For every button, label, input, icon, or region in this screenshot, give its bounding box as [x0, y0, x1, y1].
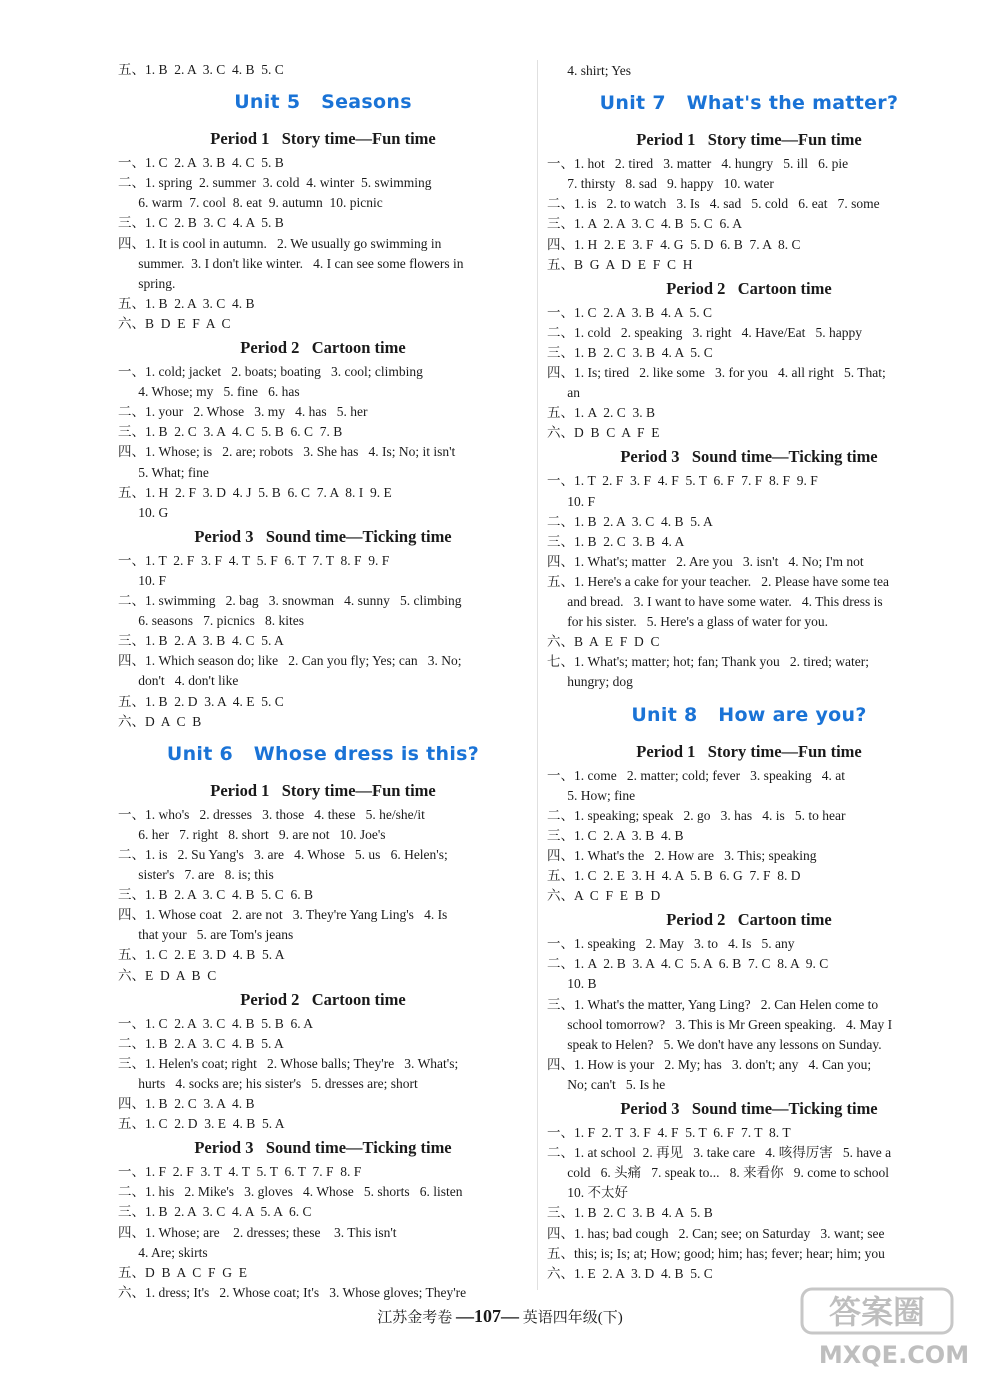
- svg-text:答案圈: 答案圈: [828, 1293, 926, 1331]
- unit-heading: Unit 7 What's the matter?: [599, 92, 899, 115]
- answer-line: an: [547, 385, 580, 401]
- answer-line: 二、1. spring 2. summer 3. cold 4. winter 5. swimming: [118, 175, 432, 191]
- answer-line: don't 4. don't like: [118, 673, 239, 689]
- answer-line: 六、D B C A F E: [547, 425, 660, 441]
- answer-line: 一、1. C 2. A 3. C 4. B 5. B 6. A: [118, 1015, 314, 1031]
- answer-line: 一、1. C 2. A 3. B 4. C 5. B: [118, 155, 284, 171]
- answer-line: 10. G: [118, 504, 169, 520]
- answer-line: 四、1. It is cool in autumn. 2. We usually go swimming in: [118, 235, 442, 251]
- answer-line: 二、1. B 2. A 3. C 4. B 5. A: [118, 1035, 284, 1051]
- answer-line: and bread. 3. I want to have some water. 4. This dress is: [547, 594, 883, 609]
- answer-line: 四、1. What's the 2. How are 3. This; speaking: [547, 847, 817, 863]
- unit-heading: Unit 5 Seasons: [234, 91, 412, 114]
- answer-line: 6. her 7. right 8. short 9. are not 10. Joe's: [118, 826, 386, 842]
- answer-line: 10. F: [547, 493, 596, 509]
- period-heading: Period 3 Sound time—Ticking time: [194, 1138, 452, 1158]
- answer-line: 10. F: [118, 572, 167, 588]
- answer-line: 三、1. B 2. C 3. B 4. A: [547, 533, 685, 549]
- footer-page-number: —107—: [456, 1306, 519, 1326]
- answer-line: hurts 4. socks are; his sister's 5. dresses are; short: [118, 1075, 418, 1091]
- answer-line: 10. B: [547, 976, 597, 992]
- answer-line: 4. shirt; Yes: [547, 63, 632, 78]
- answer-line: summer. 3. I don't like winter. 4. I can see some flowers in: [118, 255, 464, 271]
- answer-line: 一、1. hot 2. tired 3. matter 4. hungry 5. ill 6. pie: [547, 156, 849, 172]
- answer-line: 三、1. B 2. C 3. B 4. A 5. B: [547, 1205, 713, 1221]
- answer-line: 四、1. Whose coat 2. are not 3. They're Yang Ling's 4. Is: [118, 907, 448, 923]
- period-heading: Period 2 Cartoon time: [240, 338, 406, 357]
- answer-line: 4. Are; skirts: [118, 1244, 208, 1260]
- answer-line: 10. 不太好: [547, 1185, 628, 1201]
- answer-line: 二、1. speaking; speak 2. go 3. has 4. is 5. to hear: [547, 807, 846, 823]
- answer-line: cold 6. 头痛 7. speak to... 8. 来看你 9. come to school: [547, 1165, 889, 1181]
- footer-book-title: 江苏金考卷: [377, 1310, 453, 1326]
- answer-line: 一、1. cold; jacket 2. boats; boating 3. cool; climbing: [118, 364, 423, 379]
- answer-line: 三、1. C 2. A 3. B 4. B: [547, 827, 684, 843]
- answer-line: 五、1. A 2. C 3. B: [547, 405, 656, 421]
- answer-line: 四、1. Is; tired 2. like some 3. for you 4. all right 5. That;: [547, 365, 886, 380]
- answer-line: 五、1. Here's a cake for your teacher. 2. Please have some tea: [547, 573, 890, 589]
- answer-line: 6. seasons 7. picnics 8. kites: [118, 613, 304, 629]
- answer-line: 一、1. come 2. matter; cold; fever 3. speaking 4. at: [547, 767, 846, 783]
- answer-line: school tomorrow? 3. This is Mr Green speaking. 4. May I: [547, 1016, 893, 1032]
- period-heading: Period 3 Sound time—Ticking time: [194, 526, 452, 546]
- answer-line: 七、1. What's; matter; hot; fan; Thank you 2. tired; water;: [547, 654, 869, 670]
- answer-line: 一、1. who's 2. dresses 3. those 4. these 5. he/she/it: [118, 806, 425, 822]
- answer-line: 三、1. B 2. C 3. A 4. C 5. B 6. C 7. B: [118, 424, 343, 440]
- answer-line: 三、1. B 2. C 3. B 4. A 5. C: [547, 344, 713, 360]
- answer-line: 六、1. E 2. A 3. D 4. B 5. C: [547, 1265, 713, 1281]
- answer-line: 三、1. What's the matter, Yang Ling? 2. Can Helen come to: [547, 996, 879, 1012]
- answer-line: 一、1. T 2. F 3. F 4. F 5. T 6. F 7. F 8. F 9. F: [547, 473, 818, 489]
- answer-line: spring.: [118, 275, 176, 291]
- answer-line: 二、1. A 2. B 3. A 4. C 5. A 6. B 7. C 8. A 9. C: [547, 956, 829, 972]
- answer-line: for his sister. 5. Here's a glass of water for you.: [547, 614, 828, 630]
- answer-line: 四、1. Which season do; like 2. Can you fly; Yes; can 3. No;: [118, 653, 462, 669]
- answer-line: 六、B A E F D C: [547, 634, 660, 650]
- period-heading: Period 1 Story time—Fun time: [210, 129, 436, 149]
- answer-line: 三、1. B 2. A 3. C 4. A 5. A 6. C: [118, 1204, 312, 1220]
- answer-line: 五、D B A C F G E: [118, 1264, 248, 1280]
- answer-line: 五、1. B 2. A 3. C 4. B 5. C: [118, 62, 284, 77]
- answer-line: 二、1. swimming 2. bag 3. snowman 4. sunny 5. climbing: [118, 593, 462, 608]
- period-heading: Period 1 Story time—Fun time: [636, 130, 862, 150]
- answer-line: 一、1. C 2. A 3. B 4. A 5. C: [547, 304, 713, 320]
- answer-line: 五、1. B 2. D 3. A 4. E 5. C: [118, 693, 284, 709]
- answer-line: 五、1. B 2. A 3. C 4. B: [118, 295, 255, 311]
- answer-line: 三、1. Helen's coat; right 2. Whose balls; They're 3. What's;: [118, 1055, 459, 1071]
- answer-line: 三、1. A 2. A 3. C 4. B 5. C 6. A: [547, 216, 743, 232]
- answer-line: 一、1. speaking 2. May 3. to 4. Is 5. any: [547, 936, 795, 952]
- answer-line: 二、1. your 2. Whose 3. my 4. has 5. her: [118, 404, 368, 420]
- watermark-logo: [798, 1283, 990, 1373]
- answer-line: 二、1. is 2. Su Yang's 3. are 4. Whose 5. us 6. Helen's;: [118, 846, 448, 862]
- answer-line: 四、1. Whose; is 2. are; robots 3. She has 4. Is; No; it isn't: [118, 444, 456, 460]
- period-heading: Period 3 Sound time—Ticking time: [620, 1099, 878, 1118]
- period-heading: Period 1 Story time—Fun time: [636, 741, 862, 761]
- answer-line: 三、1. C 2. B 3. C 4. A 5. B: [118, 215, 284, 231]
- answer-line: 四、1. has; bad cough 2. Can; see; on Saturday 3. want; see: [547, 1225, 885, 1241]
- answer-line: 5. How; fine: [547, 787, 636, 803]
- answer-line: 6. warm 7. cool 8. eat 9. autumn 10. picnic: [118, 195, 383, 211]
- answer-line: 5. What; fine: [118, 464, 209, 480]
- answer-line: 四、1. B 2. C 3. A 4. B: [118, 1096, 255, 1111]
- answer-line: that your 5. are Tom's jeans: [118, 927, 294, 943]
- answer-line: 二、1. cold 2. speaking 3. right 4. Have/Eat 5. happy: [547, 324, 862, 340]
- answer-line: 四、1. H 2. E 3. F 4. G 5. D 6. B 7. A 8. C: [547, 236, 801, 252]
- answer-line: 四、1. What's; matter 2. Are you 3. isn't 4. No; I'm not: [547, 553, 864, 569]
- svg-text:MXQE.COM: MXQE.COM: [818, 1341, 970, 1369]
- period-heading: Period 2 Cartoon time: [666, 910, 832, 930]
- answer-line: 三、1. B 2. A 3. C 4. B 5. C 6. B: [118, 887, 314, 903]
- unit-heading: Unit 8 How are you?: [631, 703, 867, 726]
- answer-line: 4. Whose; my 5. fine 6. has: [118, 384, 300, 400]
- answer-line: 四、1. How is your 2. My; has 3. don't; any 4. Can you;: [547, 1056, 872, 1072]
- answer-line: 五、B G A D E F C H: [547, 256, 693, 272]
- answer-line: 六、1. dress; It's 2. Whose coat; It's 3. Whose gloves; They're: [118, 1284, 467, 1300]
- answer-line: 二、1. B 2. A 3. C 4. B 5. A: [547, 513, 713, 529]
- period-heading: Period 2 Cartoon time: [240, 989, 406, 1009]
- answer-line: 四、1. Whose; are 2. dresses; these 3. This isn't: [118, 1224, 397, 1240]
- answer-line: 五、this; is; Is; at; How; good; him; has; fever; hear; him; you: [547, 1245, 885, 1261]
- answer-line: 五、1. C 2. E 3. D 4. B 5. A: [118, 947, 285, 963]
- answer-line: No; can't 5. Is he: [547, 1076, 666, 1092]
- period-heading: Period 2 Cartoon time: [666, 278, 832, 298]
- period-heading: Period 3 Sound time—Ticking time: [620, 447, 878, 467]
- footer-subject: 英语四年级(下): [522, 1310, 623, 1326]
- answer-line: 六、B D E F A C: [118, 315, 231, 331]
- answer-line: 六、E D A B C: [118, 967, 217, 983]
- answer-line: 五、1. C 2. E 3. H 4. A 5. B 6. G 7. F 8. D: [547, 868, 801, 883]
- answer-line: 二、1. at school 2. 再见 3. take care 4. 咳得厉害 5. have a: [547, 1145, 892, 1161]
- period-heading: Period 1 Story time—Fun time: [210, 780, 436, 800]
- unit-heading: Unit 6 Whose dress is this?: [166, 742, 480, 765]
- answer-line: 五、1. H 2. F 3. D 4. J 5. B 6. C 7. A 8. I 9. E: [118, 484, 392, 500]
- answer-line: speak to Helen? 5. We don't have any lessons on Sunday.: [547, 1036, 882, 1052]
- answer-line: hungry; dog: [547, 674, 633, 690]
- answer-line: 一、1. F 2. F 3. T 4. T 5. T 6. T 7. F 8. F: [118, 1164, 362, 1180]
- answer-line: 二、1. his 2. Mike's 3. gloves 4. Whose 5. shorts 6. listen: [118, 1184, 463, 1200]
- answer-line: 五、1. C 2. D 3. E 4. B 5. A: [118, 1116, 285, 1132]
- answer-line: 三、1. B 2. A 3. B 4. C 5. A: [118, 633, 284, 649]
- answer-line: 六、D A C B: [118, 713, 202, 729]
- answer-line: 一、1. F 2. T 3. F 4. F 5. T 6. F 7. T 8. T: [547, 1125, 791, 1140]
- answer-line: 一、1. T 2. F 3. F 4. T 5. F 6. T 7. T 8. F 9. F: [118, 552, 390, 568]
- answer-line: 7. thirsty 8. sad 9. happy 10. water: [547, 176, 774, 192]
- answer-line: sister's 7. are 8. is; this: [118, 867, 274, 882]
- column-divider: [537, 60, 538, 1290]
- answer-line: 六、A C F E B D: [547, 888, 661, 904]
- answer-line: 二、1. is 2. to watch 3. Is 4. sad 5. cold 6. eat 7. some: [547, 196, 880, 212]
